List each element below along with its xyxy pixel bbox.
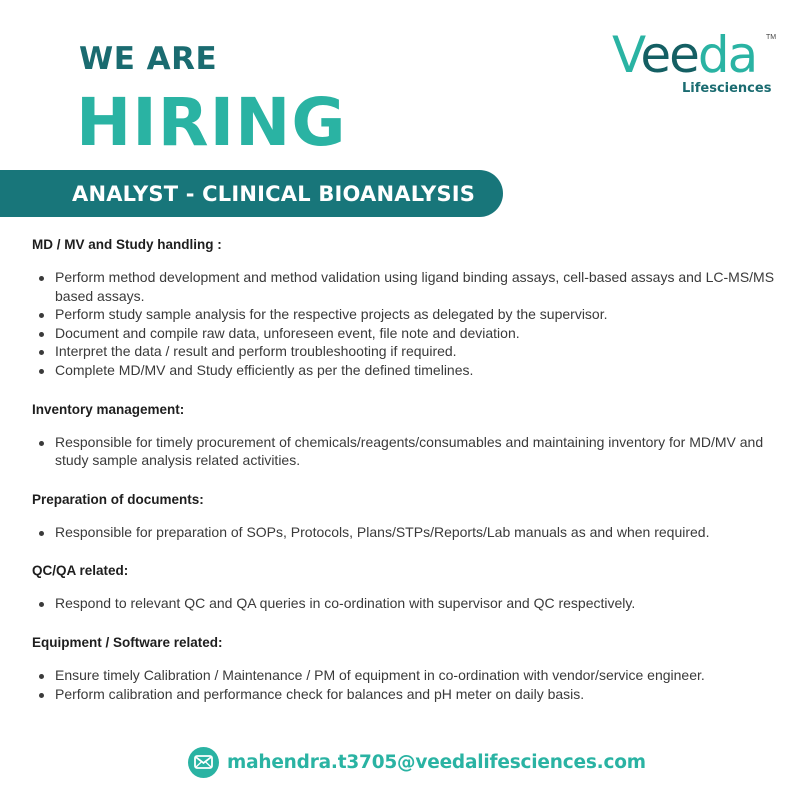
bullet-list — [32, 433, 784, 470]
list-item: Respond to relevant QC and QA queries in co-ordination with supervisor and QC respectively. — [32, 594, 784, 613]
section-title: Preparation of documents: — [32, 491, 204, 507]
section-title: MD / MV and Study handling : — [32, 237, 222, 252]
veeda-logo — [612, 26, 782, 100]
list-item: Ensure timely Calibration / Maintenance / PM of equipment in co-ordination with vendor/service engineer. — [32, 666, 784, 685]
list-item: Document and compile raw data, unforeseen event, file note and deviation. — [32, 324, 784, 343]
logo-wordmark — [612, 26, 757, 84]
list-item: Complete MD/MV and Study efficiently as per the defined timelines. — [32, 361, 784, 380]
list-item: Responsible for preparation of SOPs, Protocols, Plans/STPs/Reports/Lab manuals as and when required. — [32, 523, 784, 542]
list-item: Perform study sample analysis for the respective projects as delegated by the supervisor. — [32, 305, 784, 324]
header-hiring: HIRING — [76, 84, 347, 161]
bullet-list — [32, 666, 784, 703]
section-title: Equipment / Software related: — [32, 634, 223, 650]
job-title: ANALYST - CLINICAL BIOANALYSIS — [72, 181, 476, 206]
logo-letters-ee: ee — [640, 26, 698, 84]
section-inventory — [32, 401, 784, 470]
bullet-list — [32, 594, 784, 613]
contact-email[interactable] — [188, 746, 646, 778]
section-documents — [32, 491, 784, 542]
section-qc-qa — [32, 562, 784, 613]
list-item: Perform calibration and performance check for balances and pH meter on daily basis. — [32, 685, 784, 704]
logo-letter-v: V — [612, 26, 641, 84]
logo-letters-da: da — [697, 26, 757, 84]
section-title: Inventory management: — [32, 401, 185, 417]
mail-icon — [188, 747, 219, 778]
logo-trademark: TM — [766, 34, 777, 41]
list-item: Responsible for timely procurement of chemicals/reagents/consumables and maintaining inventory for MD/MV and study sample analysis related activities. — [32, 433, 784, 470]
job-title-banner — [0, 170, 503, 217]
job-description — [32, 236, 784, 724]
header-we-are: WE ARE — [79, 41, 218, 77]
email-link[interactable]: mahendra.t3705@veedalifesciences.com — [227, 751, 646, 773]
list-item: Interpret the data / result and perform troubleshooting if required. — [32, 342, 784, 361]
section-equipment — [32, 634, 784, 703]
list-item: Perform method development and method validation using ligand binding assays, cell-based assays and LC-MS/MS based assays. — [32, 268, 784, 305]
logo-subtitle: Lifesciences — [682, 81, 772, 96]
bullet-list — [32, 268, 784, 380]
bullet-list — [32, 523, 784, 542]
section-title: QC/QA related: — [32, 563, 129, 579]
section-md-mv — [32, 236, 784, 380]
